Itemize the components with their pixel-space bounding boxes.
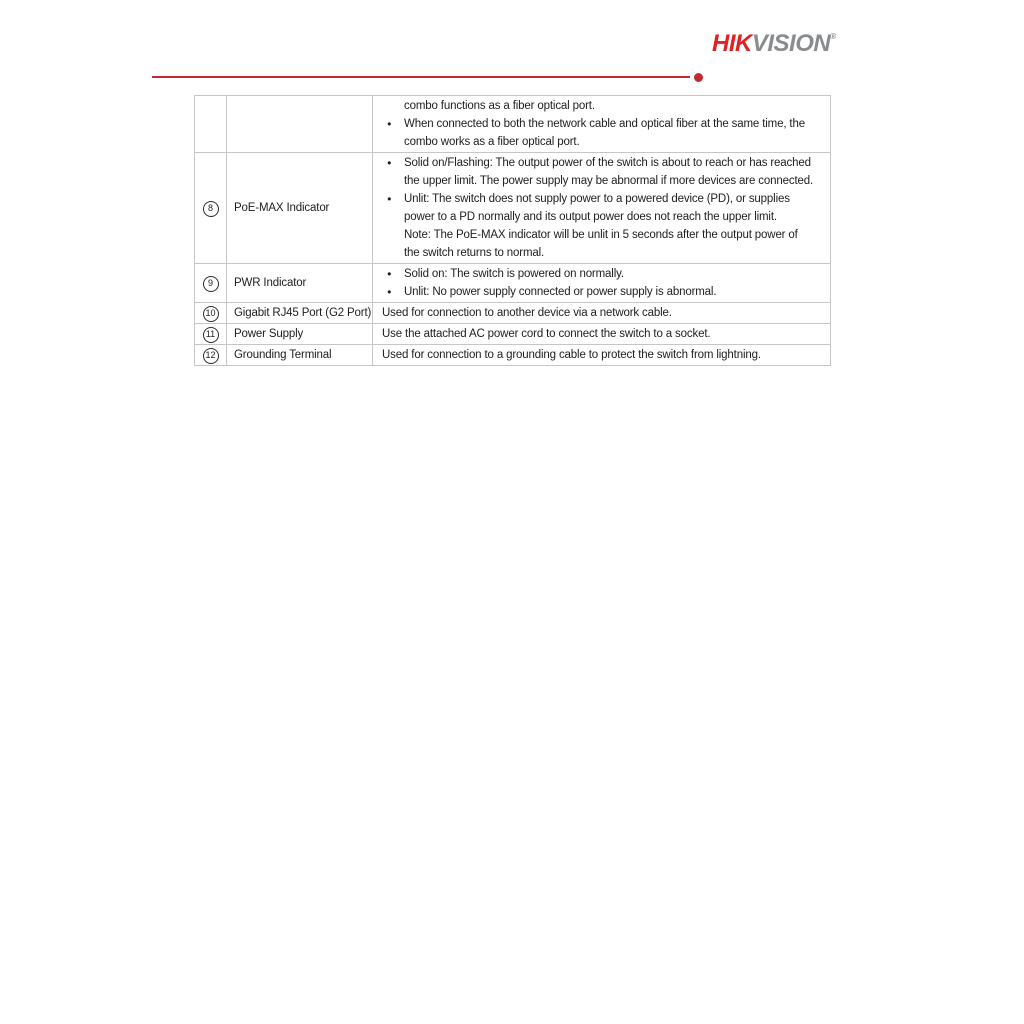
table-body — [195, 96, 831, 366]
desc-text-line: Used for connection to a grounding cable to protect the switch from lightning. — [382, 349, 761, 361]
desc-text-line — [373, 244, 826, 262]
row-name-cell: Power Supply — [227, 324, 373, 345]
table-row — [195, 345, 831, 366]
row-desc-cell — [373, 303, 831, 324]
row-number-cell — [195, 303, 227, 324]
desc-text-line — [373, 226, 826, 244]
row-desc-cell — [373, 345, 831, 366]
desc-text: power to a PD normally and its output power does not reach the upper limit. — [404, 211, 777, 223]
bullet-icon: ● — [387, 158, 392, 167]
desc-text-line — [373, 133, 826, 151]
table-row — [195, 153, 831, 264]
row-desc-cell — [373, 264, 831, 303]
row-name-cell: PWR Indicator — [227, 264, 373, 303]
desc-text: the upper limit. The power supply may be abnormal if more devices are connected. — [404, 175, 814, 187]
table-row — [195, 303, 831, 324]
desc-text: the switch returns to normal. — [404, 247, 545, 259]
row-name-cell: Gigabit RJ45 Port (G2 Port) — [227, 303, 373, 324]
row-desc-cell — [373, 324, 831, 345]
hikvision-logo — [712, 30, 836, 58]
desc-text: Note: The PoE-MAX indicator will be unlit in 5 seconds after the output power of — [404, 229, 798, 241]
row-name-cell: PoE-MAX Indicator — [227, 153, 373, 264]
desc-text-line — [373, 265, 826, 283]
table-row — [195, 96, 831, 153]
device-description-table — [194, 95, 831, 366]
row-number-cell — [195, 264, 227, 303]
desc-text: combo works as a fiber optical port. — [404, 136, 580, 148]
bullet-icon: ● — [387, 287, 392, 296]
circled-number: 12 — [203, 348, 219, 364]
row-number-cell — [195, 324, 227, 345]
desc-text: combo functions as a fiber optical port. — [404, 100, 595, 112]
desc-text-line — [373, 154, 826, 172]
desc-text: Solid on/Flashing: The output power of the switch is about to reach or has reached — [404, 157, 811, 169]
desc-text-line — [373, 172, 826, 190]
table-row — [195, 324, 831, 345]
row-number-cell — [195, 96, 227, 153]
circled-number: 9 — [203, 276, 219, 292]
bullet-icon: ● — [387, 194, 392, 203]
desc-text: Solid on: The switch is powered on normally. — [404, 268, 624, 280]
desc-text-line — [373, 97, 826, 115]
desc-text-line: Used for connection to another device via a network cable. — [382, 307, 672, 319]
desc-text-line — [373, 190, 826, 208]
desc-text: Unlit: The switch does not supply power to a powered device (PD), or supplies — [404, 193, 790, 205]
desc-text-line — [373, 208, 826, 226]
row-desc-cell — [373, 153, 831, 264]
desc-text-line — [373, 283, 826, 301]
circled-number: 8 — [203, 201, 219, 217]
row-number-cell — [195, 345, 227, 366]
circled-number: 10 — [203, 306, 219, 322]
registered-trademark-icon: ® — [830, 32, 837, 41]
red-divider-line — [152, 76, 690, 78]
circled-number: 11 — [203, 327, 219, 343]
desc-text-line: Use the attached AC power cord to connect the switch to a socket. — [382, 328, 711, 340]
row-name-cell: Grounding Terminal — [227, 345, 373, 366]
logo-vision-text: VISION — [751, 30, 831, 57]
row-desc-cell — [373, 96, 831, 153]
desc-text: Unlit: No power supply connected or power supply is abnormal. — [404, 286, 717, 298]
bullet-icon: ● — [387, 269, 392, 278]
table-row — [195, 264, 831, 303]
red-divider-dot-icon — [694, 73, 703, 82]
desc-text: When connected to both the network cable and optical fiber at the same time, the — [404, 118, 805, 130]
bullet-icon: ● — [387, 119, 392, 128]
desc-text-line — [373, 115, 826, 133]
row-name-cell — [227, 96, 373, 153]
logo-hik-text: HIK — [712, 30, 752, 57]
row-number-cell — [195, 153, 227, 264]
